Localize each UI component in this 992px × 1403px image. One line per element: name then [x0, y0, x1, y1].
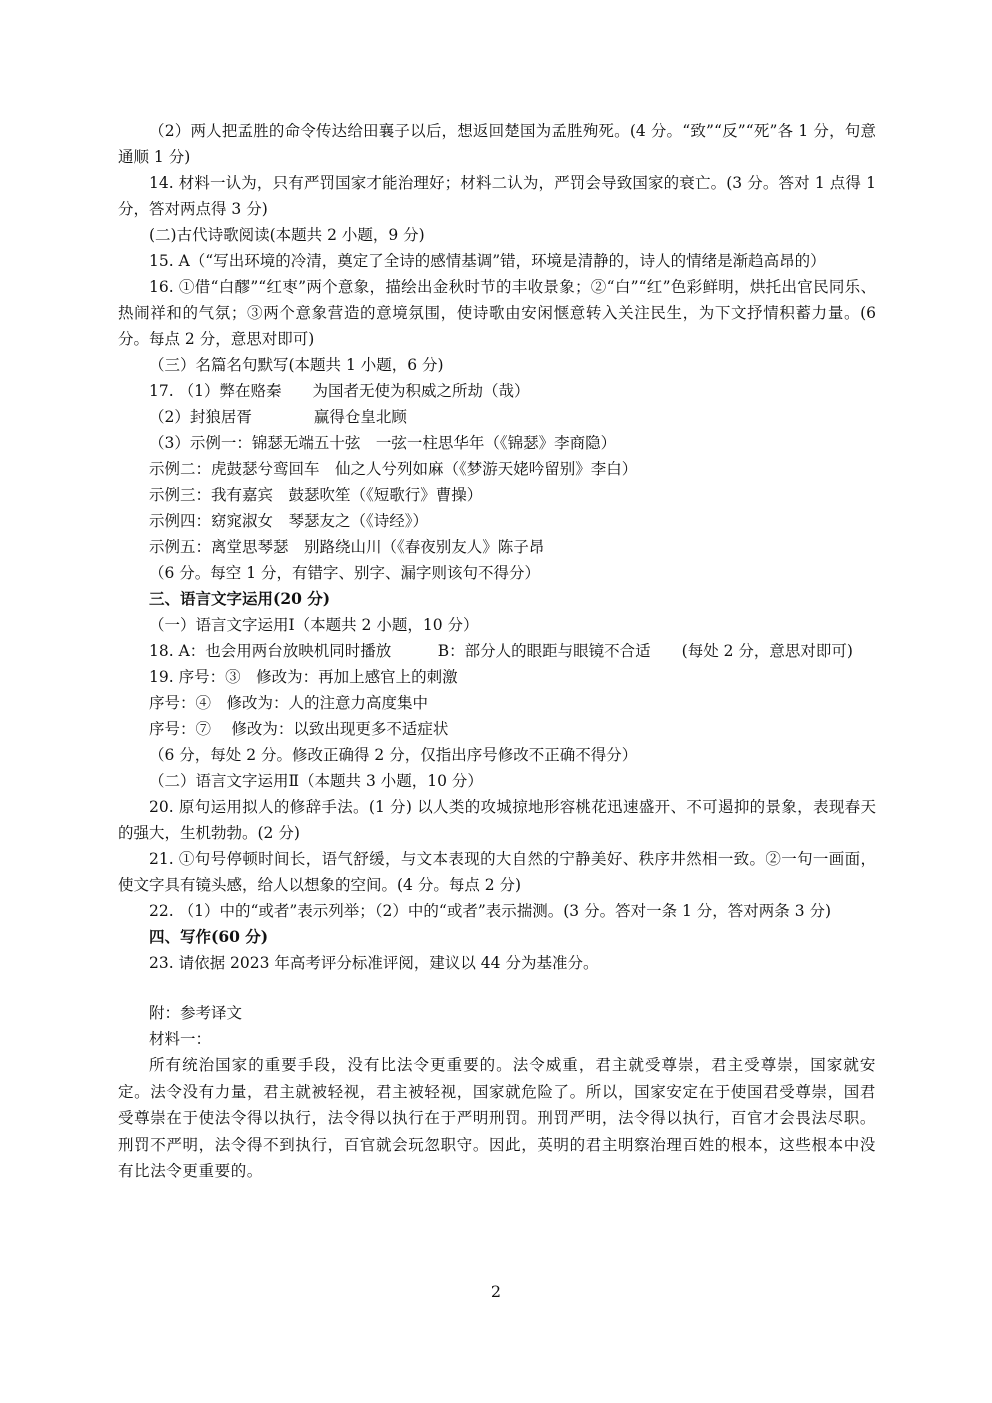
answer-line: （三）名篇名句默写(本题共 1 小题，6 分)	[149, 356, 444, 374]
answer-line: 14. 材料一认为，只有严罚国家才能治理好；材料二认为，严罚会导致国家的衰亡。(3 分。答对 1 点得 1 分，答对两点得 3 分)	[118, 174, 876, 218]
answer-line: 18. A：也会用两台放映机同时播放 B：部分人的眼距与眼镜不合适 (每处 2 分，意思对即可)	[149, 642, 853, 660]
answer-line: （一）语言文字运用Ⅰ（本题共 2 小题，10 分）	[149, 616, 479, 634]
answer-line: 16. ①借“白醪”“红枣”两个意象，描绘出金秋时节的丰收景象；②“白”“红”色彩鲜明，烘托出官民同乐、热闹祥和的气氛；③两个意象营造的意境氛围，使诗歌由安闲惬意转入关注民生，为下文抒情积蓄力量。(6 分。每点 2 分，意思对即可)	[118, 278, 876, 348]
answer-line: 四、写作(60 分)	[149, 927, 269, 946]
answer-line: 序号：⑦ 修改为：以致出现更多不适症状	[149, 720, 449, 738]
page-number: 2	[490, 1282, 502, 1301]
answer-line: 示例五：离堂思琴瑟 别路绕山川（《春夜别友人》陈子昂	[149, 538, 545, 556]
answer-line: 示例二：虎鼓瑟兮鸾回车 仙之人兮列如麻（《梦游天姥吟留别》李白）	[149, 460, 638, 478]
answer-line: 序号：④ 修改为：人的注意力高度集中	[149, 694, 429, 712]
answer-line: （2）封狼居胥 赢得仓皇北顾	[149, 408, 407, 426]
answer-line: 22. （1）中的“或者”表示列举；（2）中的“或者”表示揣测。(3 分。答对一条 1 分，答对两条 3 分)	[149, 902, 832, 920]
answer-line: 19. 序号：③ 修改为：再加上感官上的刺激	[149, 668, 458, 686]
answer-line: （6 分。每空 1 分，有错字、别字、漏字则该句不得分）	[149, 564, 541, 582]
answer-line: (二)古代诗歌阅读(本题共 2 小题，9 分)	[149, 226, 425, 244]
answer-line: 三、语言文字运用(20 分)	[149, 589, 331, 608]
answer-line: 20. 原句运用拟人的修辞手法。(1 分) 以人类的攻城掠地形容桃花迅速盛开、不可遏抑的景象，表现春天的强大，生机勃勃。(2 分)	[118, 798, 876, 842]
answer-line: （6 分，每处 2 分。修改正确得 2 分，仅指出序号修改不正确不得分）	[149, 746, 638, 764]
answer-line: 17. （1）弊在赂秦 为国者无使为积威之所劫（哉）	[149, 382, 530, 400]
answer-line: 21. ①句号停顿时间长，语气舒缓，与文本表现的大自然的宁静美好、秩序井然相一致。②一句一画面，使文字具有镜头感，给人以想象的空间。(4 分。每点 2 分)	[118, 850, 876, 894]
answer-lines	[118, 118, 876, 976]
answer-line: 示例三：我有嘉宾 鼓瑟吹笙（《短歌行》曹操）	[149, 486, 483, 504]
answer-line: 15. A（“写出环境的冷清，奠定了全诗的感情基调”错，环境是清静的，诗人的情绪是渐趋高昂的）	[149, 252, 826, 270]
answer-page	[118, 118, 876, 1185]
answer-line: 示例四：窈窕淑女 琴瑟友之（《诗经》）	[149, 512, 429, 530]
answer-line: 23. 请依据 2023 年高考评分标准评阅，建议以 44 分为基准分。	[149, 954, 599, 972]
answer-line: （2）两人把孟胜的命令传达给田襄子以后，想返回楚国为孟胜殉死。(4 分。“致”“反”“死”各 1 分，句意通顺 1 分)	[118, 122, 876, 166]
spacer	[118, 976, 876, 1000]
answer-line: （二）语言文字运用Ⅱ（本题共 3 小题，10 分）	[149, 772, 483, 790]
appendix-title: 附：参考译文	[149, 1004, 243, 1022]
answer-line: （3）示例一：锦瑟无端五十弦 一弦一柱思华年（《锦瑟》李商隐）	[149, 434, 617, 452]
translation-text: 所有统治国家的重要手段，没有比法令更重要的。法令威重，君主就受尊崇，君主受尊崇，国家就安定。法令没有力量，君主就被轻视，君主被轻视，国家就危险了。所以，国家安定在于使国君受尊崇，国君受尊崇在于使法令得以执行，法令得以执行在于严明刑罚。刑罚严明，法令得以执行，百官才会畏法尽职。刑罚不严明，法令得不到执行，百官就会玩忽职守。因此，英明的君主明察治理百姓的根本，这些根本中没有比法令更重要的。	[118, 1056, 876, 1180]
material-label: 材料一：	[149, 1030, 212, 1048]
